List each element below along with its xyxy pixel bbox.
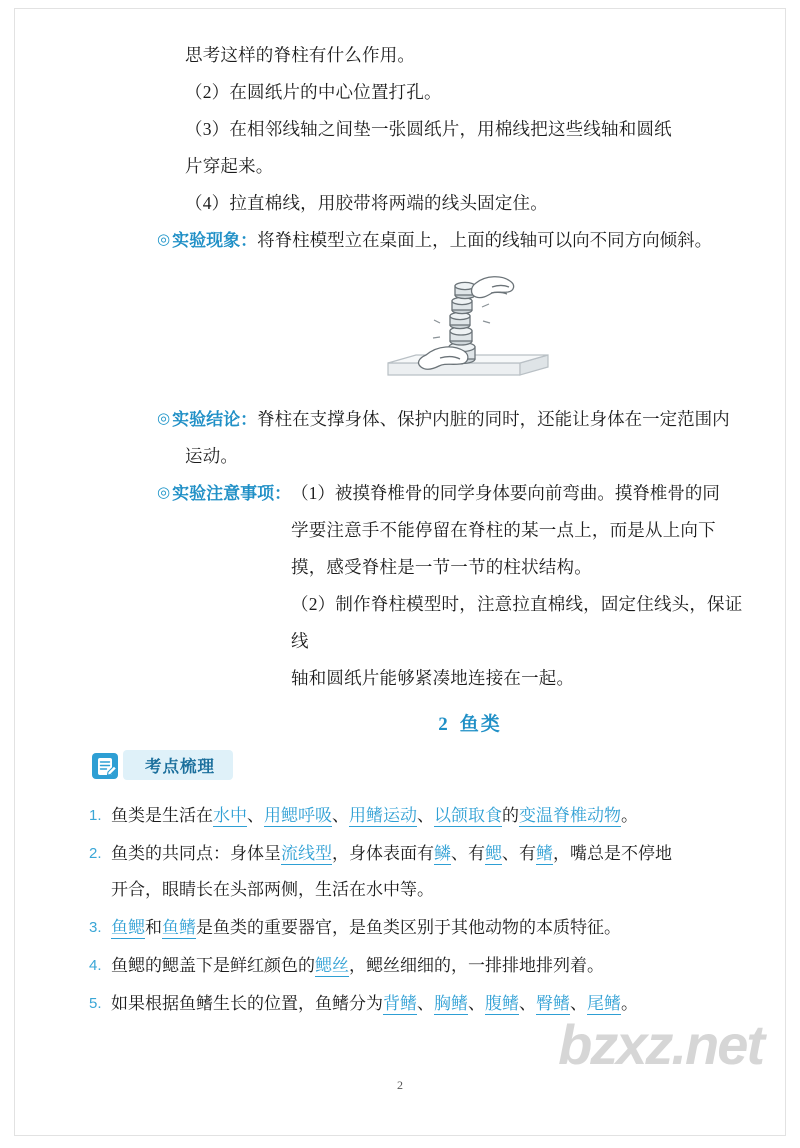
text-segment: 、 (247, 806, 264, 825)
watermark: bzxz.net (558, 1013, 763, 1076)
text-segment: ，鳃丝细细的，一排排地排列着。 (349, 956, 604, 975)
answer-blank: 尾鳍 (587, 994, 621, 1013)
text-segment: 、 (417, 806, 434, 825)
text-segment: ，嘴总是不停地 (553, 844, 672, 863)
experiment-conclusion-row (157, 401, 755, 438)
experiment-conclusion-text-cont: 运动。 (185, 446, 239, 466)
text-segment: 如果根据鱼鳍生长的位置，鱼鳍分为 (111, 994, 383, 1013)
list-item-text (111, 910, 755, 946)
answer-blank: 用鳍运动 (349, 806, 417, 825)
text-segment: 鱼类的共同点：身体呈 (111, 844, 281, 863)
list-item-number: 3. (89, 919, 102, 936)
text-segment: 开合，眼睛长在头部两侧，生活在水中等。 (111, 880, 434, 899)
notes-icon (89, 750, 123, 782)
text-segment: 是鱼类的重要器官，是鱼类区别于其他动物的本质特征。 (196, 918, 621, 937)
bullet-marker-icon: ◎ (157, 411, 171, 427)
key-points-tag (89, 750, 299, 784)
answer-blank: 鳃 (485, 844, 502, 863)
experiment-notes-text-cont: 学要注意手不能停留在脊柱的某一点上，而是从上向下 (291, 520, 716, 540)
section-heading (185, 709, 755, 736)
list-item (89, 986, 755, 1022)
list-item-text (111, 836, 755, 908)
text-segment: 、有 (451, 844, 485, 863)
page-sheet (14, 8, 786, 1136)
key-points-tag-label: 考点梳理 (145, 758, 215, 776)
list-item-text (111, 948, 755, 984)
text-segment: 、 (417, 994, 434, 1013)
step-line: 思考这样的脊柱有什么作用。 (185, 45, 416, 65)
list-item-number: 2. (89, 845, 102, 862)
text-segment: 、 (570, 994, 587, 1013)
key-points-tag-box (123, 750, 233, 780)
answer-blank: 背鳍 (383, 994, 417, 1013)
experiment-notes-row (157, 475, 755, 512)
answer-blank: 鳃丝 (315, 956, 349, 975)
page-content (89, 37, 755, 1024)
answer-blank: 鱼鳍 (162, 918, 196, 937)
section-number: 2 (438, 714, 450, 735)
step-line: （3）在相邻线轴之间垫一张圆纸片，用棉线把这些线轴和圆纸 (185, 119, 672, 139)
step-line: （4）拉直棉线，用胶带将两端的线头固定住。 (185, 193, 548, 213)
list-item-text (111, 798, 755, 834)
experiment-conclusion-label: 实验结论： (172, 410, 258, 429)
text-segment: 和 (145, 918, 162, 937)
list-item (89, 910, 755, 946)
text-segment: ，身体表面有 (332, 844, 434, 863)
text-segment: 、 (332, 806, 349, 825)
text-segment: 。 (621, 806, 638, 825)
answer-blank: 水中 (213, 806, 247, 825)
answer-blank: 腹鳍 (485, 994, 519, 1013)
text-segment: 、有 (502, 844, 536, 863)
answer-blank: 变温脊椎动物 (519, 806, 621, 825)
step-line: （2）在圆纸片的中心位置打孔。 (185, 82, 442, 102)
text-segment: 鱼鳃的鳃盖下是鲜红颜色的 (111, 956, 315, 975)
text-segment: 、 (519, 994, 536, 1013)
bullet-marker-icon: ◎ (157, 485, 171, 501)
experiment-phenomenon-label: 实验现象： (172, 231, 258, 250)
experiment-notes-text: （1）被摸脊椎骨的同学身体要向前弯曲。摸脊椎骨的同 (291, 483, 720, 503)
text-segment: 、 (468, 994, 485, 1013)
list-item-number: 4. (89, 957, 102, 974)
list-item-number: 5. (89, 995, 102, 1012)
experiment-phenomenon-row (157, 222, 755, 259)
text-segment: 。 (621, 994, 638, 1013)
list-item (89, 948, 755, 984)
text-segment: 的 (502, 806, 519, 825)
experiment-phenomenon-text: 将脊柱模型立在桌面上，上面的线轴可以向不同方向倾斜。 (257, 230, 713, 250)
answer-blank: 流线型 (281, 844, 332, 863)
section-title: 鱼类 (459, 714, 502, 735)
bullet-marker-icon: ◎ (157, 232, 171, 248)
list-item (89, 798, 755, 834)
answer-blank: 鳍 (536, 844, 553, 863)
step-line: 片穿起来。 (185, 156, 274, 176)
answer-blank: 鱼鳃 (111, 918, 145, 937)
experiment-notes-text-cont: （2）制作脊柱模型时，注意拉直棉线，固定住线头，保证线 (291, 594, 743, 651)
experiment-notes-text-cont: 轴和圆纸片能够紧凑地连接在一起。 (291, 668, 575, 688)
answer-blank: 胸鳍 (434, 994, 468, 1013)
page-number: 2 (397, 1078, 403, 1092)
experiment-notes-text-cont: 摸，感受脊柱是一节一节的柱状结构。 (291, 557, 592, 577)
list-item-text (111, 986, 755, 1022)
list-item-number: 1. (89, 807, 102, 824)
answer-blank: 以颌取食 (434, 806, 502, 825)
list-item (89, 836, 755, 908)
key-points-list (89, 798, 755, 1022)
spine-model-hands-illustration (370, 263, 570, 399)
text-segment: 鱼类是生活在 (111, 806, 213, 825)
answer-blank: 臀鳍 (536, 994, 570, 1013)
spine-model-figure (185, 263, 755, 399)
answer-blank: 用鳃呼吸 (264, 806, 332, 825)
answer-blank: 鳞 (434, 844, 451, 863)
experiment-conclusion-text: 脊柱在支撑身体、保护内脏的同时，还能让身体在一定范围内 (257, 409, 730, 429)
experiment-notes-label: 实验注意事项： (172, 484, 292, 503)
